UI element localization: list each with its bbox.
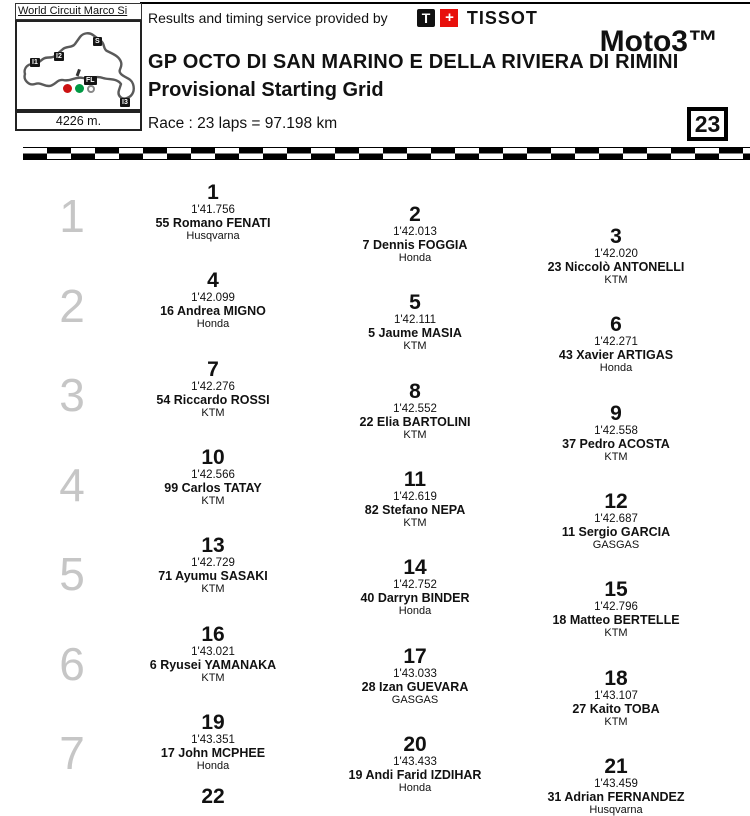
- map-sector-label: I1: [32, 59, 38, 66]
- qualifying-time: 1'42.552: [393, 402, 437, 415]
- grid-cell: [516, 227, 716, 286]
- rider-name: 11 Sergio GARCIA: [561, 524, 671, 539]
- swiss-cross-icon: +: [440, 9, 458, 27]
- constructor-name: KTM: [403, 428, 427, 441]
- grid-cell: [516, 580, 716, 639]
- grid-position-number: 12: [604, 489, 628, 513]
- map-green-light-icon: [75, 84, 84, 93]
- grid-position-number: 16: [201, 622, 225, 646]
- grid-cell: [113, 710, 313, 772]
- rider-name: 54 Riccardo ROSSI: [156, 392, 270, 407]
- rider-name: 37 Pedro ACOSTA: [562, 436, 670, 451]
- race-distance-info: Race : 23 laps = 97.198 km: [148, 115, 338, 132]
- grid-position-number: 8: [409, 379, 421, 403]
- grid-position-number-partial: 22: [201, 785, 225, 808]
- constructor-name: Honda: [196, 318, 230, 331]
- constructor-name: Husqvarna: [186, 230, 240, 242]
- qualifying-time: 1'42.752: [393, 579, 437, 592]
- grid-position-number: 2: [409, 203, 421, 226]
- qualifying-time: 1'42.111: [393, 314, 437, 327]
- constructor-name: GASGAS: [391, 693, 439, 706]
- grid-cell: [516, 401, 716, 463]
- constructor-name: GASGAS: [592, 538, 640, 551]
- qualifying-time: 1'42.099: [191, 292, 235, 305]
- constructor-name: KTM: [604, 627, 628, 640]
- rider-name: 43 Xavier ARTIGAS: [558, 348, 674, 363]
- rider-name: 82 Stefano NEPA: [364, 502, 466, 517]
- rider-name: 99 Carlos TATAY: [164, 480, 262, 495]
- map-marker-icon: [87, 85, 95, 93]
- grid-position-number: 17: [403, 644, 427, 668]
- grid-cell: [315, 467, 515, 529]
- rider-name: 7 Dennis FOGGIA: [362, 238, 468, 252]
- constructor-name: KTM: [201, 671, 225, 684]
- qualifying-time: 1'43.021: [191, 645, 235, 658]
- grid-position-number: 7: [207, 357, 219, 381]
- qualifying-time: 1'42.271: [594, 336, 638, 349]
- qualifying-time: 1'42.619: [393, 490, 437, 503]
- grid-position-number: 18: [604, 666, 628, 690]
- grid-cell: [516, 315, 716, 374]
- grid-cell: [315, 379, 515, 441]
- constructor-name: Honda: [599, 362, 633, 375]
- qualifying-time: 1'42.020: [594, 248, 638, 260]
- grid-row-number: 6: [59, 637, 85, 690]
- grid-position-number: 19: [201, 710, 225, 734]
- header-top-rule: [140, 2, 750, 4]
- grid-position-number: 15: [604, 578, 628, 602]
- qualifying-time: 1'42.558: [594, 424, 638, 437]
- grid-cell: [315, 644, 515, 706]
- rider-name: 5 Jaume MASIA: [368, 326, 462, 341]
- grid-cell: [113, 622, 313, 684]
- grid-position-number: 1: [207, 181, 219, 204]
- grid-position-number: 13: [201, 534, 225, 558]
- qualifying-time: 1'42.729: [191, 557, 235, 570]
- grid-cell: [315, 205, 515, 264]
- service-credit-text: Results and timing service provided by: [148, 10, 388, 26]
- rider-name: 23 Niccolò ANTONELLI: [547, 260, 685, 274]
- rider-name: 28 Izan GUEVARA: [361, 679, 469, 694]
- grid-cell: [113, 357, 313, 419]
- map-finish-line-label: FL: [86, 77, 95, 84]
- constructor-name: KTM: [201, 494, 225, 507]
- grid-position-number: 11: [403, 467, 427, 491]
- qualifying-time: 1'43.351: [191, 733, 235, 746]
- grid-position-number: 5: [409, 291, 421, 315]
- constructor-name: Honda: [196, 759, 230, 772]
- qualifying-time: 1'43.459: [594, 777, 638, 790]
- grid-cell: [315, 293, 515, 352]
- grid-cell: [113, 445, 313, 507]
- tissot-logo: [417, 9, 538, 27]
- tissot-t-icon: T: [417, 9, 435, 27]
- constructor-name: KTM: [604, 274, 628, 286]
- constructor-name: KTM: [201, 406, 225, 419]
- map-sector-label: S: [95, 38, 100, 45]
- grid-row-number: 5: [59, 548, 85, 600]
- grid-position-number: 3: [610, 225, 622, 248]
- grid-row-number: 1: [59, 190, 85, 242]
- constructor-name: Honda: [398, 252, 432, 264]
- grid-row-number: 2: [59, 279, 85, 332]
- grid-row-number: 3: [59, 369, 85, 421]
- qualifying-time: 1'43.433: [393, 755, 437, 768]
- circuit-name-link[interactable]: World Circuit Marco Si: [15, 3, 142, 20]
- qualifying-time: 1'42.687: [594, 512, 638, 525]
- qualifying-time: 1'42.013: [393, 226, 437, 238]
- class-title: Moto3™: [599, 25, 718, 58]
- constructor-name: KTM: [403, 516, 427, 529]
- grid-cell: [516, 666, 716, 728]
- rider-name: 18 Matteo BERTELLE: [552, 613, 680, 628]
- grid-position-number: 4: [207, 269, 219, 293]
- grid-cell: [516, 489, 716, 551]
- constructor-name: Honda: [398, 781, 432, 794]
- constructor-name: KTM: [604, 715, 628, 728]
- checkered-flag-strip: [23, 147, 750, 160]
- qualifying-time: 1'42.276: [191, 380, 235, 393]
- grid-position-number: 10: [201, 445, 225, 469]
- grid-cell: [113, 183, 313, 242]
- tissot-wordmark: TISSOT: [466, 8, 538, 28]
- rider-name: 40 Darryn BINDER: [360, 591, 470, 606]
- rider-name: 71 Ayumu SASAKI: [158, 569, 268, 584]
- rider-name: 22 Elia BARTOLINI: [359, 414, 471, 429]
- qualifying-time: 1'41.756: [191, 204, 235, 216]
- rider-name: 17 John MCPHEE: [160, 745, 266, 760]
- rider-name: 19 Andi Farid IZDIHAR: [348, 767, 482, 782]
- qualifying-time: 1'42.796: [594, 601, 638, 614]
- grid-position-number: 21: [604, 754, 628, 778]
- map-sector-label: I3: [122, 99, 128, 106]
- grid-position-number: 9: [610, 401, 622, 425]
- constructor-name: KTM: [604, 450, 628, 463]
- rider-name: 6 Ryusei YAMANAKA: [149, 657, 277, 672]
- qualifying-time: 1'43.107: [594, 689, 638, 702]
- map-sector-label: I2: [56, 53, 62, 60]
- rider-name: 55 Romano FENATI: [155, 216, 271, 230]
- constructor-name: Honda: [398, 605, 432, 618]
- grid-cell: [516, 754, 716, 816]
- grid-position-number: 20: [403, 732, 427, 756]
- grid-cell: [113, 271, 313, 330]
- map-red-light-icon: [63, 84, 72, 93]
- constructor-name: Husqvarna: [589, 803, 643, 816]
- grid-row-number: 4: [59, 458, 85, 511]
- grid-position-number: 14: [403, 556, 427, 580]
- qualifying-time: 1'43.033: [393, 667, 437, 680]
- qualifying-time: 1'42.566: [191, 468, 235, 481]
- grid-cell: [113, 536, 313, 595]
- circuit-map: [15, 20, 142, 111]
- rider-name: 27 Kaito TOBA: [572, 701, 660, 716]
- grid-cell: [315, 732, 515, 794]
- rider-name: 31 Adrian FERNANDEZ: [547, 789, 685, 804]
- rider-name: 16 Andrea MIGNO: [160, 304, 266, 319]
- laps-count-badge: 23: [687, 107, 728, 141]
- event-title: GP OCTO DI SAN MARINO E DELLA RIVIERA DI RIMINI: [148, 51, 679, 73]
- grid-cell: [315, 558, 515, 617]
- constructor-name: KTM: [201, 583, 225, 596]
- circuit-length: 4226 m.: [15, 111, 142, 131]
- document-title: Provisional Starting Grid: [148, 79, 384, 101]
- grid-row-number: 7: [59, 727, 85, 779]
- constructor-name: KTM: [403, 340, 427, 353]
- grid-position-number: 6: [610, 313, 622, 337]
